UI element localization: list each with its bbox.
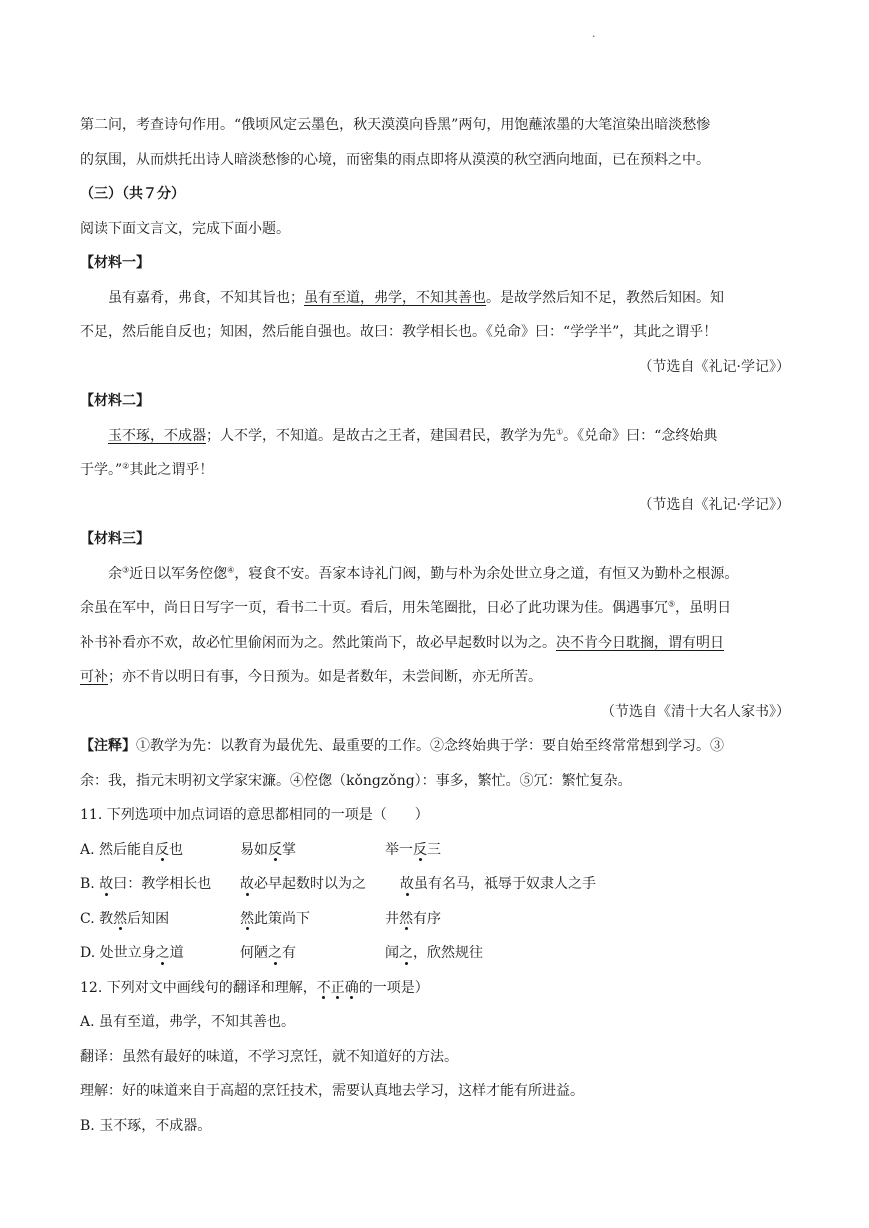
text-span: 后知困: [127, 910, 170, 927]
document-body: [80, 108, 790, 1143]
option-part: [240, 833, 385, 868]
question-12-stem: [80, 971, 790, 1006]
text-span: 其此之谓乎！: [129, 462, 214, 478]
option-part: [80, 902, 240, 937]
option-part: [400, 876, 596, 892]
annotation-line-1: [80, 729, 790, 764]
text-span: ，欣然规往: [413, 945, 483, 961]
dotted-char: 反: [413, 833, 427, 868]
text-span: D. 处世立身: [80, 945, 156, 961]
material-three-line-1: [80, 557, 790, 592]
material-two-line-1: [80, 419, 790, 454]
material-two-title: 【材料二】: [80, 393, 150, 409]
footnote-mark: ④: [227, 564, 235, 574]
material-three-line-4: [80, 660, 790, 695]
question-12-understanding: 理解：好的味道来自于高超的烹饪技术，需要认真地去学习，这样才能有所进益。: [80, 1083, 584, 1099]
material-three-source: （节选自《清十大名人家书》）: [601, 703, 790, 720]
question-11-option-d: [80, 936, 790, 971]
question-12-translation: 翻译：虽然有最好的味道，不学习烹饪，就不知道好的方法。: [80, 1048, 458, 1065]
question-11-option-b: [80, 867, 790, 902]
dotted-char: 故: [240, 867, 254, 902]
text-span: 道: [169, 945, 184, 961]
text-span: 有: [282, 945, 296, 961]
text-span: ，虽明日: [675, 600, 732, 616]
text-span: 近日以军务倥偬: [129, 565, 228, 582]
material-three-title: 【材料三】: [80, 531, 150, 547]
option-part: [385, 911, 441, 927]
option-part: [80, 867, 240, 902]
annotation-line-2: 余：我，指元末明初文学家宋濂。④倥偬（kǒngzǒng）：事多，繁忙。⑤冗：繁忙复杂。: [80, 772, 632, 789]
underlined-sentence: 决不肯今日耽搁，谓有明日: [556, 634, 724, 651]
question-12-option-a: A. 虽有至道，弗学，不知其善也。: [80, 1014, 296, 1030]
text-span: 也: [169, 841, 184, 858]
text-span: 。《兑命》曰：“念终始典: [563, 427, 718, 444]
underlined-sentence: 玉不琢，不成器: [108, 427, 206, 444]
footnote-mark: ⑤: [668, 599, 676, 609]
option-part: [80, 936, 240, 971]
option-part: [385, 842, 441, 858]
text-span: 此策尚下: [254, 910, 310, 927]
text-span: ；人不学，不知道。是故古之王者，建国君民，教学为先: [206, 427, 556, 444]
text-span: ；亦不肯以明日有事，今日预为。如是者数年，未尝间断，亦无所苦。: [108, 669, 542, 685]
dotted-char: 然: [240, 902, 254, 937]
footnote-mark: ②: [122, 461, 130, 471]
dotted-char: 正: [331, 971, 345, 1006]
dotted-char: 故: [400, 867, 414, 902]
footnote-mark: ①: [556, 426, 564, 436]
text-span: 易如: [240, 841, 268, 858]
dotted-char: 然: [113, 902, 127, 937]
text-span: 必早起数时以为之: [254, 876, 366, 892]
question-12-option-b: B. 玉不琢，不成器。: [80, 1117, 212, 1134]
material-one-title: 【材料一】: [80, 255, 150, 271]
underlined-sentence: 可补: [80, 669, 108, 685]
dotted-char: 不: [317, 971, 331, 1006]
text-span: 何陋: [240, 945, 268, 961]
analysis-line-1: 第二问，考查诗句作用。“俄顷风定云墨色，秋天漠漠向昏黑”两句，用饱蘸浓墨的大笔渲染出暗淡愁惨: [80, 117, 711, 133]
text-span: 虽有嘉肴，弗食，不知其旨也；: [108, 289, 304, 306]
text-span: 余: [108, 565, 122, 582]
dotted-char: 之: [268, 936, 282, 971]
question-11-option-a: [80, 833, 790, 868]
text-span: 掌: [282, 841, 296, 858]
dotted-char: 然: [399, 902, 413, 937]
annotation-label: 【注释】: [80, 738, 136, 754]
text-span: 。是故学然后知不足，教然后知困。知: [486, 289, 724, 306]
text-span: 余虽在军中，尚日日写字一页，看书二十页。看后，用朱笔圈批，日必了此功课为佳。偶遇事冗: [80, 600, 668, 616]
text-span: 井: [385, 910, 399, 927]
dotted-char: 反: [155, 833, 169, 868]
text-span: 三: [427, 841, 441, 858]
material-one-source: （节选自《礼记·学记》）: [638, 358, 790, 375]
option-part: [240, 902, 385, 937]
option-part: [240, 936, 385, 971]
text-span: 闻: [385, 945, 399, 961]
text-span: 于学。”: [80, 462, 123, 478]
page-top-mark: ·: [592, 30, 596, 43]
option-part: [240, 867, 400, 902]
analysis-line-2: 的氛围，从而烘托出诗人暗淡愁惨的心境，而密集的雨点即将从漠漠的秋空洒向地面，已在预料之中。: [80, 151, 710, 168]
section-three-heading: （三）（共７分）: [80, 186, 185, 202]
dotted-char: 之: [156, 936, 170, 971]
dotted-char: 确: [345, 971, 359, 1006]
material-two-source: （节选自《礼记·学记》）: [638, 496, 790, 513]
text-span: 补书补看亦不欢，故必忙里偷闲而为之。然此策尚下，故必早起数时以为之。: [80, 634, 556, 651]
question-11-stem: 11. 下列选项中加点词语的意思都相同的一项是（ ）: [80, 807, 429, 823]
footnote-mark: ③: [122, 564, 130, 574]
material-one-line-1: [80, 281, 790, 316]
text-span: C. 教: [80, 910, 114, 927]
dotted-char: 之: [399, 936, 413, 971]
material-one-line-2: 不足，然后能自反也；知困，然后能自强也。故曰：教学相长也。《兑命》曰：“学学半”，其此之谓乎！: [80, 324, 718, 340]
material-three-line-2: [80, 591, 790, 626]
option-part: [80, 833, 240, 868]
text-span: 曰：教学相长也: [113, 876, 212, 892]
text-span: 12. 下列对文中画线句的翻译和理解，: [80, 979, 317, 996]
text-span: 举一: [385, 841, 413, 858]
text-span: 有序: [413, 910, 441, 927]
reading-instruction: 阅读下面文言文，完成下面小题。: [80, 220, 290, 237]
text-span: B.: [80, 876, 100, 892]
text-span: ，寝食不安。吾家本诗礼门阀，勤与朴为余处世立身之道，有恒又为勤朴之根源。: [234, 565, 739, 582]
text-span: ①教学为先：以教育为最优先、最重要的工作。②念终始典于学：要自始至终常常想到学习。③: [136, 738, 724, 754]
material-two-line-2: [80, 453, 790, 488]
underlined-sentence: 虽有至道，弗学，不知其善也: [304, 289, 486, 306]
question-11-option-c: [80, 902, 790, 937]
dotted-char: 故: [99, 867, 113, 902]
dotted-char: 反: [268, 833, 282, 868]
material-three-line-3: [80, 626, 790, 661]
text-span: 的一项是）: [358, 979, 429, 996]
option-part: [385, 945, 483, 961]
text-span: A. 然后能自: [80, 841, 156, 858]
text-span: 虽有名马，祗辱于奴隶人之手: [414, 876, 596, 892]
